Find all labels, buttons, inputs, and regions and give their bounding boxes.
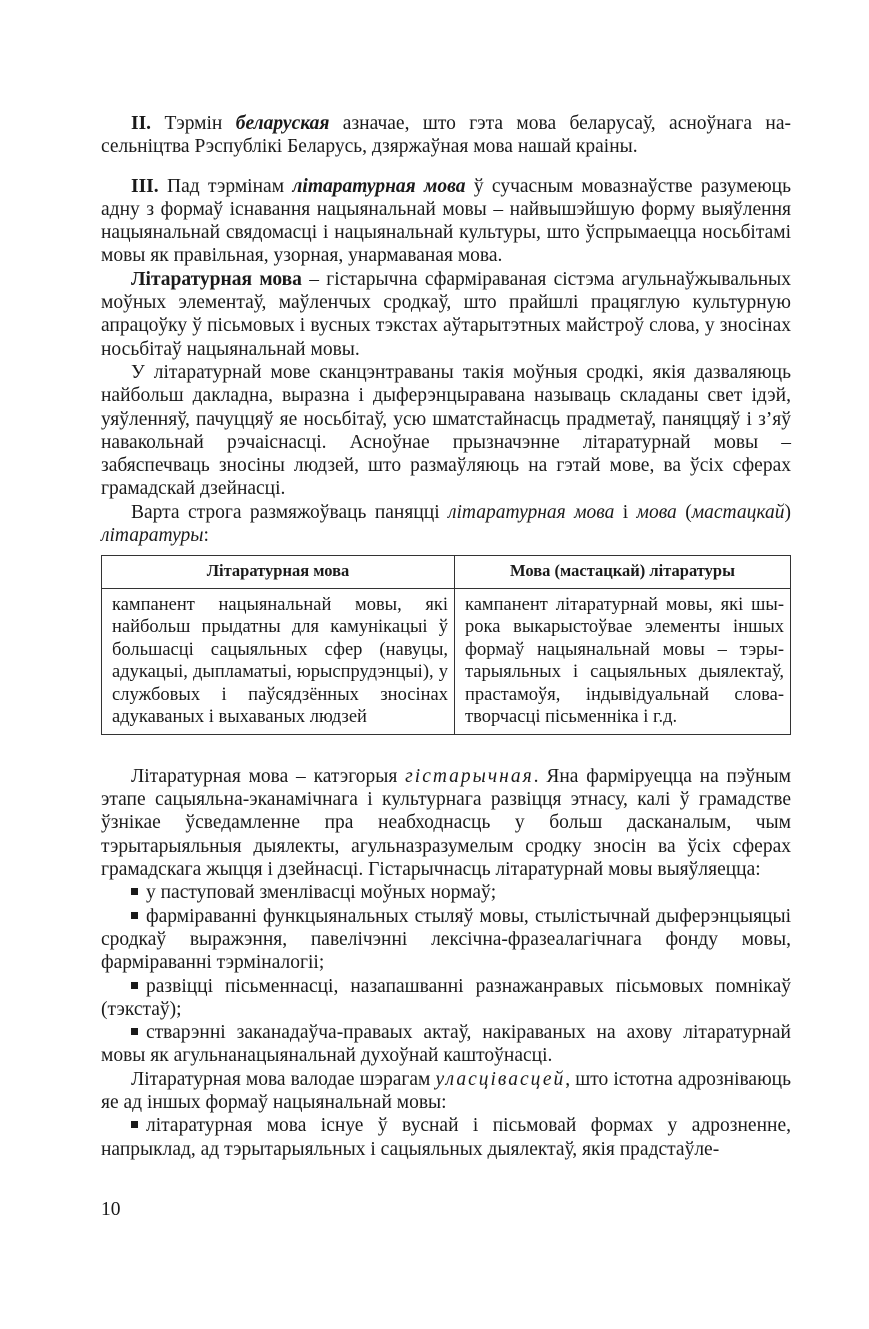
text: азначае, што гэта мова беларусаў, асноўнага насельніцтва Рэспублікі Беларусь, дзяржаўная мова нашай краіны. xyxy=(101,113,791,158)
term: літаратурная мова xyxy=(447,501,615,523)
term: гістарычная xyxy=(405,765,534,787)
bullet-text: развіцці пісьменнасці, назапашванні разнажанравых пісьмовых помнікаў (тэкстаў); xyxy=(101,975,791,1020)
page-body xyxy=(101,112,791,1161)
bullet-icon xyxy=(131,1121,138,1128)
text: ( xyxy=(676,501,692,523)
text: Тэрмін xyxy=(151,113,236,134)
bullet-icon xyxy=(131,982,138,989)
bullet-item xyxy=(101,1114,791,1161)
bullet-item xyxy=(101,1021,791,1068)
table-header-row xyxy=(102,556,791,589)
bullet-text: фарміраванні функцыянальных стыляў мовы, стылістычнай дыферэнцыяцыі сродкаў выражэння, павелічэнні лексічна-фразеалагічнага фонду мовы, фарміраванні тэрміналогіі; xyxy=(101,905,791,974)
bullet-text: літаратурная мова існуе ў вуснай і пісьмовай формах у адрозненне, напрыклад, ад тэрытарыяльных і сацыяльных дыялектаў, якія прадстаўле- xyxy=(101,1115,791,1160)
text: Літаратурная мова валодае шэрагам xyxy=(131,1068,436,1090)
paragraph-historical xyxy=(101,765,791,881)
paragraph-properties xyxy=(101,1068,791,1115)
term: мастацкай xyxy=(691,501,785,523)
term: беларуская xyxy=(235,113,330,134)
bullet-icon xyxy=(131,888,138,895)
paragraph-distinguish xyxy=(101,501,791,548)
text: , што істотна адрозніваюць яе ад іншых формаў нацыянальнай мовы: xyxy=(101,1068,791,1113)
paragraph-concentration: У літаратурнай мове сканцэнтраваны такія моўныя сродкі, якія дазваляюць найбольш дакладна, выразна і дыферэнцыравана называць складаны свет ідэй, уяўленняў, пачуццяў яе носьбітаў, усю шматстайнасць прадметаў, паняццяў і з’яў навакольнай рэчаіснасці. Асноўнае прызначэнне літаратурнай мовы – забяспечваць зносіны людзей, што размаўляюць на гэтай мове, ва ўсіх сферах грамадскай дзейнасці. xyxy=(101,361,791,500)
text: Пад тэрмінам xyxy=(158,175,293,197)
term: уласцівасцей xyxy=(435,1068,566,1090)
bullet-text: у паступовай зменлівасці моўных нормаў; xyxy=(146,882,497,904)
table-header: Мова (мастацкай) літаратуры xyxy=(455,556,791,589)
table-header: Літаратурная мова xyxy=(102,556,455,589)
table-row xyxy=(102,588,791,734)
text: – гістарычна сфарміраваная сістэма агульнаўжывальных моўных элементаў, маўленчых сродкаў, што прайшлі працяглую культурную апрацоўку ў пісьмовых і вусных тэкстах аўтарытэтных майстроў слова, у зносінах носьбітаў нацыянальнай мовы. xyxy=(101,268,791,360)
section-number: II. xyxy=(131,113,152,134)
page-number: 10 xyxy=(101,1199,121,1220)
bullet-icon xyxy=(131,912,138,919)
term: літаратурная мова xyxy=(292,175,466,197)
table-cell: кампанент нацыянальнай мовы, які найбольш прыдатны для камунікацыі ў большасці сацыяльных сфер (навуцы, адукацыі, дыпламатыі, юрыспрудэнцыі), у службовых і паўсядзённых зносінах адукаваных і выхаваных людзей xyxy=(102,588,455,734)
text: ) xyxy=(784,501,791,523)
term: Літаратурная мова xyxy=(131,268,302,290)
paragraph-ii xyxy=(101,112,791,159)
term: мова xyxy=(636,501,677,523)
section-number: III. xyxy=(131,175,159,197)
table-cell: кампанент літаратурнай мовы, які шырока выкарыстоўвае элементы іншых формаў нацыянальнай мовы – тэрытарыяльных і сацыяльных дыялектаў, прастамоўя, індывідуальнай словатворчасці пісьменніка і г.д. xyxy=(455,588,791,734)
text: Літаратурная мова – катэгорыя xyxy=(131,765,406,787)
text: : xyxy=(203,525,209,547)
bullet-item xyxy=(101,905,791,975)
comparison-table xyxy=(101,555,791,735)
text: і xyxy=(614,501,637,523)
term: літаратуры xyxy=(101,525,204,547)
text: . Яна фарміруецца на пэўным этапе сацыяльна-эканамічнага і культурнага развіцця этнасу, калі ў грамадстве ўзнікае ўсведамленне пра неабходнасць у больш дасканалым, чым тэрытарыяльныя дыялекты, агульназразумелым сродку зносін ва ўсіх сферах грамадскага жыцця і дзейнасці. Гістарычнасць літаратурнай мовы выяўляецца: xyxy=(101,765,791,881)
bullet-icon xyxy=(131,1028,138,1035)
paragraph-iii xyxy=(101,175,791,268)
text: Варта строга размяжоўваць паняцці xyxy=(131,501,448,523)
bullet-item xyxy=(101,975,791,1022)
paragraph-definition xyxy=(101,268,791,361)
text: ў сучасным мовазнаўстве разумеюць адну з формаў існавання нацыянальнай мовы – найвышэйшую форму выяўлення нацыянальнай свядомасці і нацыянальнай культуры, што ўспрымаецца носьбітамі мовы як правільная, узорная, унармаваная мова. xyxy=(101,175,792,267)
bullet-text: стварэнні заканадаўча-праваых актаў, накіраваных на ахову літаратурнай мовы як агульнанацыянальнай духоўнай каштоўнасці. xyxy=(101,1022,791,1067)
bullet-item xyxy=(101,881,791,904)
